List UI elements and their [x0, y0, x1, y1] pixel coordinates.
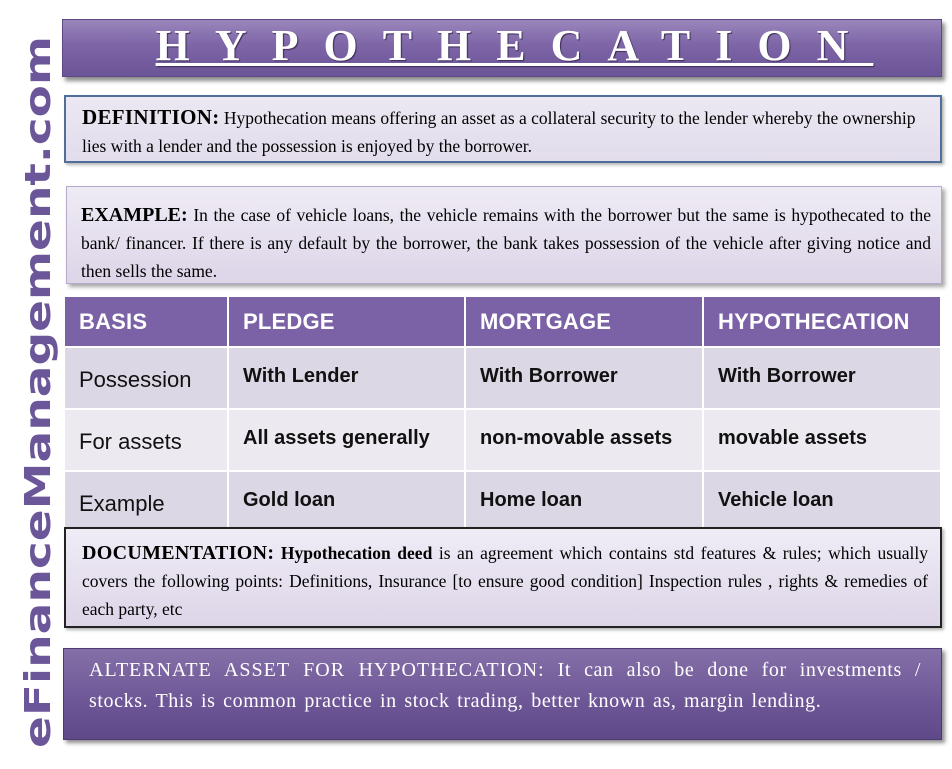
header-basis: BASIS	[65, 297, 228, 347]
table-header-row	[65, 297, 941, 347]
documentation-text: is an agreement which contains std features & rules; which usually covers the following points: Definitions, Insurance [to ensure good condition] Inspection rules , rights & remedies of each party, etc	[82, 543, 928, 619]
watermark-text: eFinanceManagement.com	[18, 203, 59, 748]
table-row	[65, 409, 941, 471]
comparison-table	[65, 297, 942, 532]
definition-label: DEFINITION:	[82, 105, 220, 129]
page-title: HYPOTHECATION	[155, 21, 874, 70]
table-cell: Gold loan	[228, 471, 465, 532]
table-cell: Home loan	[465, 471, 703, 532]
example-label: EXAMPLE:	[81, 204, 188, 226]
documentation-box	[64, 527, 942, 628]
alternate-label: ALTERNATE ASSET FOR HYPOTHECATION:	[89, 659, 545, 681]
table-cell: movable assets	[703, 409, 941, 471]
documentation-label: DOCUMENTATION:	[82, 542, 275, 564]
definition-box	[64, 95, 942, 163]
watermark	[0, 0, 60, 764]
header-pledge: PLEDGE	[228, 297, 465, 347]
example-text: In the case of vehicle loans, the vehicle remains with the borrower but the same is hypothecated to the bank/ financer. If there is any default by the borrower, the bank takes possession of the vehicle after giving notice and then sells the same.	[81, 205, 931, 281]
table-cell: For assets	[65, 409, 228, 471]
example-box	[66, 186, 942, 284]
header-mortgage: MORTGAGE	[465, 297, 703, 347]
alternate-text: It can also be done for investments / stocks. This is common practice in stock trading, better known as, margin lending.	[89, 659, 921, 712]
documentation-term: Hypothecation deed	[274, 543, 433, 563]
table-cell: With Borrower	[703, 347, 941, 409]
table-cell: non-movable assets	[465, 409, 703, 471]
definition-text: Hypothecation means offering an asset as a collateral security to the lender whereby the ownership lies with a lender and the possession is enjoyed by the borrower.	[82, 108, 916, 156]
table-cell: All assets generally	[228, 409, 465, 471]
title-banner	[62, 19, 942, 77]
table-row	[65, 471, 941, 532]
table-cell: With Borrower	[465, 347, 703, 409]
table-cell: Possession	[65, 347, 228, 409]
table-cell: Example	[65, 471, 228, 532]
table-cell: With Lender	[228, 347, 465, 409]
table-row	[65, 347, 941, 409]
table-cell: Vehicle loan	[703, 471, 941, 532]
alternate-asset-box	[63, 648, 942, 740]
header-hypothecation: HYPOTHECATION	[703, 297, 941, 347]
watermark-logo	[0, 0, 60, 764]
